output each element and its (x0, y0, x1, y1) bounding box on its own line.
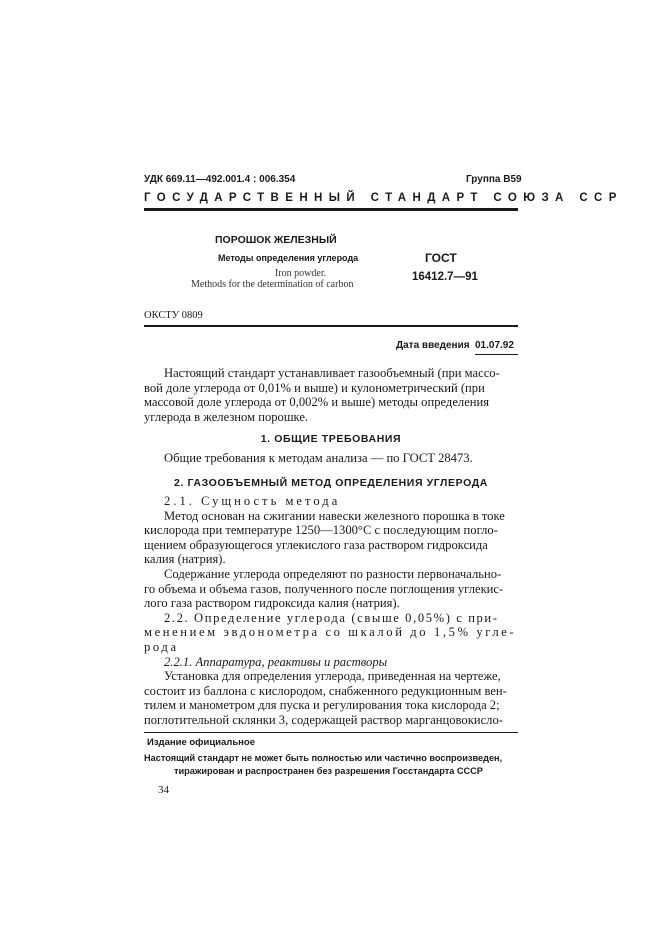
intro-line: углерода в железном порошке. (144, 409, 309, 424)
document-title: ПОРОШОК ЖЕЛЕЗНЫЙ (215, 234, 337, 246)
section1-heading: 1. ОБЩИЕ ТРЕБОВАНИЯ (260, 433, 402, 445)
page-number: 34 (158, 784, 169, 796)
section2-heading: 2. ГАЗООБЪЕМНЫЙ МЕТОД ОПРЕДЕЛЕНИЯ УГЛЕРОДА (174, 477, 488, 489)
clause-2-2-line: 2.2. Определение углерода (свыше 0,05%) с при- (164, 610, 499, 625)
intro-paragraph (144, 366, 518, 424)
clause-line: тилем и манометром для пуска и регулирования тока кислорода 2; (144, 698, 500, 713)
gost-label: ГОСТ (425, 251, 457, 265)
group-code: Группа В59 (466, 174, 522, 185)
clause-line: Содержание углерода определяют по разности первоначально- (164, 566, 502, 581)
clause-line: Установка для определения углерода, приведенная на чертеже, (164, 669, 501, 684)
section2-body (144, 494, 518, 728)
intro-date-value: 01.07.92 (475, 340, 514, 351)
clause-line: Метод основан на сжигании навески железного порошка в токе (164, 508, 505, 523)
clause-line: щением образующегося углекислого газа раствором гидроксида (144, 537, 488, 552)
document-subtitle: Методы определения углерода (218, 253, 359, 263)
clause-line: состоит из баллона с кислородом, снабженного редукционным вен- (144, 683, 507, 698)
clause-2-1-title: 2.1. Сущность метода (164, 494, 341, 508)
udk-code: УДК 669.11—492.001.4 : 006.354 (144, 174, 296, 185)
okstu-code: ОКСТУ 0809 (144, 310, 203, 321)
clause-line: лого газа раствором гидроксида калия (натрия). (144, 596, 400, 611)
copyright-notice-line1: Настоящий стандарт не может быть полностью или частично воспроизведен, (144, 753, 503, 763)
intro-date-underline (475, 354, 518, 355)
clause-2-2-1-title: 2.2.1. Аппаратура, реактивы и растворы (164, 654, 388, 669)
official-edition: Издание официальное (147, 737, 255, 748)
clause-line: калия (натрия). (144, 552, 226, 567)
header-rule (144, 208, 518, 211)
copyright-notice-line2: тиражирован и распространен без разрешения Госстандарта СССР (174, 766, 483, 776)
clause-line: поглотительной склянки 3, содержащей раствор марганцовокисло- (144, 712, 503, 727)
clause-2-2-line: менением эвдонометра со шкалой до 1,5% угле- (144, 625, 517, 640)
english-subtitle: Methods for the determination of carbon (191, 279, 354, 290)
clause-2-2-line: рода (144, 639, 179, 654)
intro-line: массовой доле углерода от 0,002% и выше) методы определения (144, 395, 490, 410)
clause-line: го объема и объема газов, полученного после поглощения углекис- (144, 581, 504, 596)
intro-line: Настоящий стандарт устанавливает газообъемный (при массо- (164, 366, 500, 380)
intro-date-label: Дата введения (396, 340, 470, 351)
section1-text: Общие требования к методам анализа — по ГОСТ 28473. (164, 451, 473, 465)
clause-line: кислорода при температуре 1250—1300°C с последующим погло- (144, 523, 498, 538)
english-title: Iron powder. (275, 268, 327, 279)
state-standard-banner: ГОСУДАРСТВЕННЫЙ СТАНДАРТ СОЮЗА ССР (144, 192, 623, 204)
okstu-rule (144, 325, 518, 327)
gost-number: 16412.7—91 (412, 271, 478, 283)
intro-line: вой доле углерода от 0,01% и выше) и кулонометрический (при (144, 380, 485, 395)
footer-rule (144, 732, 518, 733)
